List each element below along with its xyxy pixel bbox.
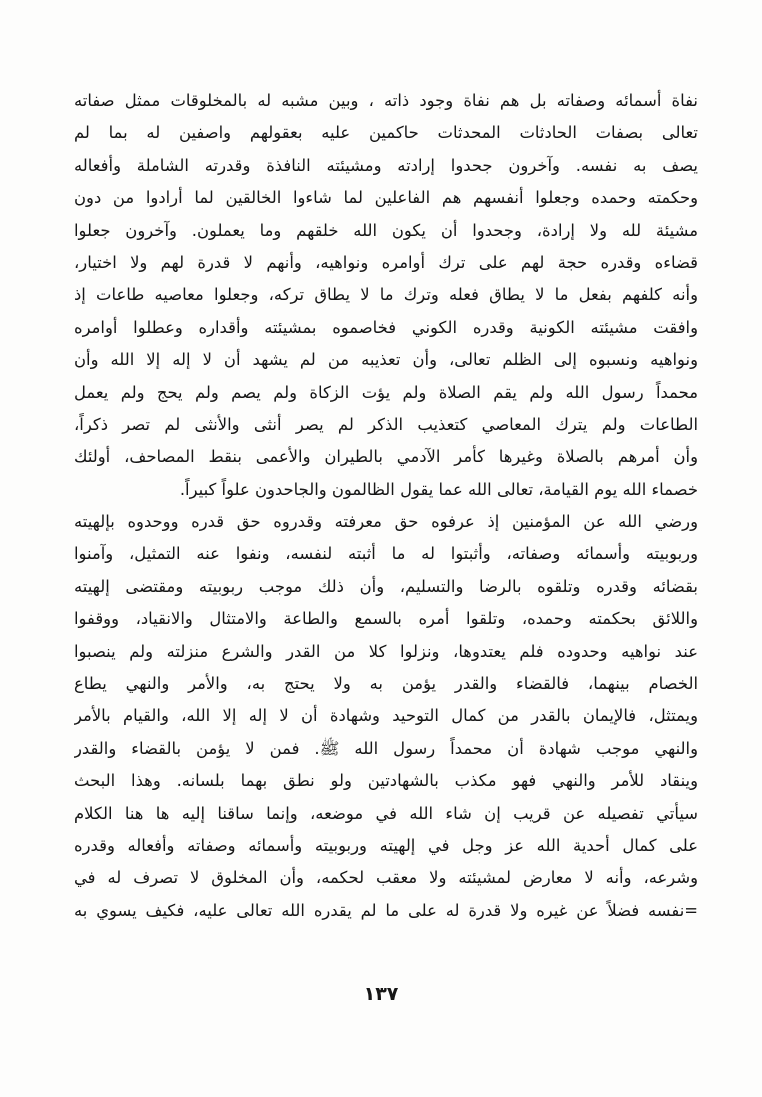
text-line: الخصام بينهما، فالقضاء والقدر يؤمن به ولا يحتج به، والأمر والنهي يطاع bbox=[74, 674, 698, 694]
text-line: وأنه كلفهم بفعل ما لا يطاق فعله وترك ما لا يطاق تركه، وجعلوا معاصيه طاعات إذ bbox=[74, 285, 698, 305]
text-line: الطاعات ولم يترك المعاصي كتعذيب الذكر لم يصر أنثى والأنثى لم تصر ذكراً، bbox=[74, 414, 698, 434]
text-line: وينقاد للأمر والنهي فهو مكذب بالشهادتين ولو نطق بهما بلسانه. وهذا البحث bbox=[74, 771, 698, 791]
text-line: وحكمته وحمده وجعلوا أنفسهم هم الفاعلين لما شاءوا الخالقين لما أرادوا من دون bbox=[74, 188, 698, 208]
body-text bbox=[74, 85, 698, 927]
text-line: وافقت مشيئته الكونية وقدره الكوني فخاصموه بمشيئته وأقداره وعطلوا أوامره bbox=[74, 317, 698, 337]
text-line: مشيئة لله ولا إرادة، وجحدوا أن يكون الله خلقهم وما يعملون. وآخرون جعلوا bbox=[74, 220, 698, 240]
text-line: وأن أمرهم بالصلاة وغيرها كأمر الآدمي بالطيران والأعمى بنقط المصاحف، أولئك bbox=[74, 447, 698, 467]
text-line: وشرعه، وأنه لا معارض لمشيئته ولا معقب لحكمه، وأن المخلوق لا تصرف له في bbox=[74, 868, 698, 888]
text-line: ونواهيه ونسبوه إلى الظلم تعالى، وأن تعذيبه من لم يشهد أن لا إله إلا الله وأن bbox=[74, 350, 698, 370]
text-line: والنهي موجب شهادة أن محمداً رسول الله ﷺ. فمن لا يؤمن بالقضاء والقدر bbox=[74, 738, 698, 758]
text-line: عند نواهيه وحدوده فلم يعتدوها، ونزلوا كلا من القدر والشرع منزلته ولم ينصبوا bbox=[74, 641, 698, 661]
text-line: ويمتثل، فالإيمان بالقدر من كمال التوحيد وشهادة أن لا إله إلا الله، والقيام بالأمر bbox=[74, 706, 698, 726]
text-line: واللائق بحكمته وحمده، وتلقوا أمره بالسمع والطاعة والامتثال والانقياد، ووقفوا bbox=[74, 609, 698, 629]
text-line: ورضي الله عن المؤمنين إذ عرفوه حق معرفته وقدروه حق قدره ووحدوه بإلهيته bbox=[74, 512, 698, 532]
text-line: تعالى بصفات الحادثات المحدثات حاكمين عليه بعقولهم واصفين له بما لم bbox=[74, 123, 698, 143]
text-line: قضاءه وقدره حجة لهم على ترك أوامره ونواهيه، وأنهم لا قدرة لهم ولا اختيار، bbox=[74, 252, 698, 272]
text-line: =نفسه فضلاً عن غيره ولا قدرة له على ما لم يقدره الله تعالى عليه، فكيف يسوي به bbox=[74, 900, 698, 920]
text-line: محمداً رسول الله ولم يقم الصلاة ولم يؤت الزكاة ولم يصم ولم يحج ولم يعمل bbox=[74, 382, 698, 402]
text-line: على كمال أحدية الله عز وجل في إلهيته وربوبيته وأسمائه وصفاته وأفعاله وقدره bbox=[74, 835, 698, 855]
text-line: سيأتي تفصيله عن قريب إن شاء الله في موضعه، وإنما ساقنا إليه ها هنا الكلام bbox=[74, 803, 698, 823]
text-line: وربوبيته وأسمائه وصفاته، وأثبتوا له ما أثبته لنفسه، ونفوا عنه التمثيل، وآمنوا bbox=[74, 544, 698, 564]
text-line: بقضائه وقدره وتلقوه بالرضا والتسليم، وأن ذلك موجب ربوبيته ومقتضى إلهيته bbox=[74, 576, 698, 596]
text-line: يصف به نفسه. وآخرون جحدوا إرادته ومشيئته النافذة وقدرته الشاملة وأفعاله bbox=[74, 155, 698, 175]
page-number: ١٣٧ bbox=[363, 983, 399, 1005]
text-line: نفاة أسمائه وصفاته بل هم نفاة وجود ذاته ، وبين مشبه له بالمخلوقات ممثل صفاته bbox=[74, 91, 698, 110]
text-line: خصماء الله يوم القيامة، تعالى الله عما يقول الظالمون والجاحدون علواً كبيراً. bbox=[179, 479, 698, 499]
